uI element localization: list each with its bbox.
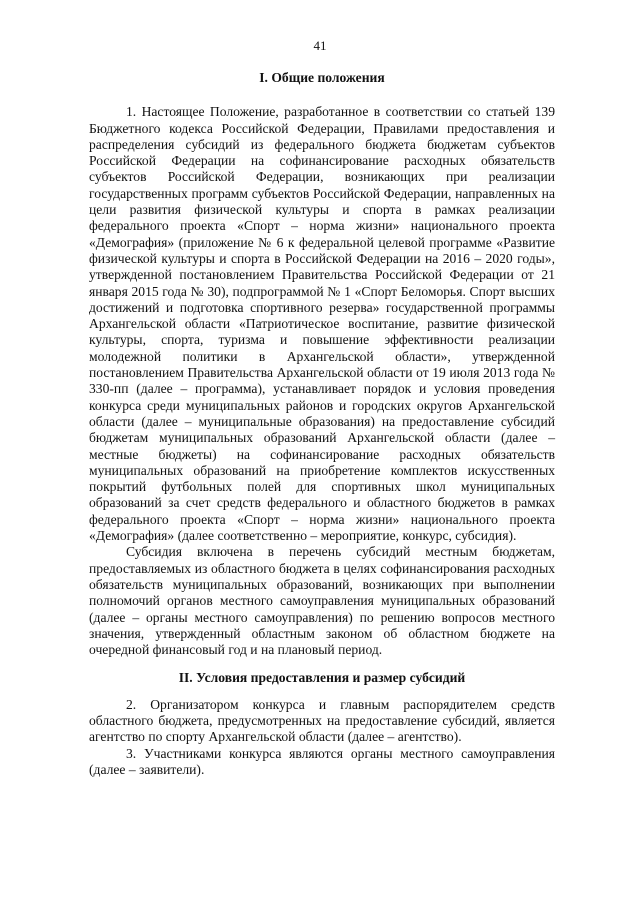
document-body — [89, 70, 555, 778]
paragraph-1: 1. Настоящее Положение, разработанное в соответствии со статьей 139 Бюджетного кодекса Российской Федерации, Правилами предоставления и распределения субсидий из федерального бюджета бюджетам субъектов Российской Федерации на софинансирование расходных обязательств субъектов Российской Федерации, возникающих при реализации государственных программ субъектов Российской Федерации, направленных на цели развития физической культуры и спорта в рамках реализации федерального проекта «Спорт – норма жизни» национального проекта «Демография» (приложение № 6 к федеральной целевой программе «Развитие физической культуры и спорта в Российской Федерации на 2016 – 2020 годы», утвержденной постановлением Правительства Российской Федерации от 21 января 2015 года № 30), подпрограммой № 1 «Спорт Беломорья. Спорт высших достижений и подготовка спортивного резерва» государственной программы Архангельской области «Патриотическое воспитание, развитие физической культуры, спорта, туризма и повышение эффективности реализации молодежной политики в Архангельской области», утвержденной постановлением Правительства Архангельской области от 19 июля 2013 года № 330-пп (далее – программа), устанавливает порядок и условия проведения конкурса среди муниципальных районов и городских округов Архангельской области (далее – муниципальные образования) на предоставление субсидий бюджетам муниципальных образований Архангельской области (далее – местные бюджеты) на софинансирование расходных обязательств муниципальных образований на приобретение комплектов искусственных покрытий футбольных полей для спортивных школ муниципальных образований за счет средств федерального и областного бюджетов в рамках федерального проекта «Спорт – норма жизни» национального проекта «Демография» (далее соответственно – мероприятие, конкурс, субсидия). — [89, 104, 555, 544]
paragraph-3: 3. Участниками конкурса являются органы местного самоуправления (далее – заявители). — [89, 745, 555, 777]
paragraph-2: 2. Организатором конкурса и главным распорядителем средств областного бюджета, предусмотренных на предоставление субсидий, является агентство по спорту Архангельской области (далее – агентство). — [89, 696, 555, 745]
section-heading-general-provisions: I. Общие положения — [259, 70, 385, 85]
section-heading-conditions: II. Условия предоставления и размер субсидий — [178, 670, 466, 686]
page-number: 41 — [313, 38, 327, 53]
paragraph-subsidy: Субсидия включена в перечень субсидий местным бюджетам, предоставляемых из областного бюджета в целях софинансирования расходных обязательств муниципальных образований, возникающих при выполнении полномочий органов местного самоуправления муниципальных образований (далее – органы местного самоуправления) по решению вопросов местного значения, утвержденный областным законом об областном бюджете на очередной финансовый год и на плановый период. — [89, 544, 555, 658]
